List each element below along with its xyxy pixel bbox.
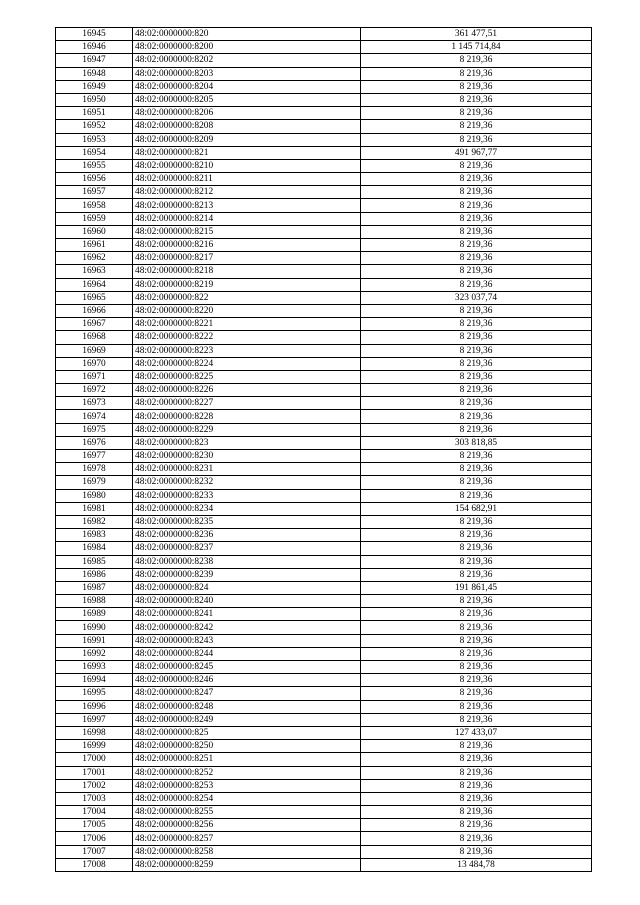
value-cell: 8 219,36 xyxy=(361,410,592,423)
table-row xyxy=(56,476,592,489)
table-row xyxy=(56,304,592,317)
cadastral-number-cell: 48:02:0000000:8208 xyxy=(133,120,361,133)
table-row xyxy=(56,344,592,357)
cadastral-number-cell: 48:02:0000000:8254 xyxy=(133,792,361,805)
table-row xyxy=(56,542,592,555)
table-row xyxy=(56,740,592,753)
value-cell: 8 219,36 xyxy=(361,647,592,660)
row-number-cell: 16998 xyxy=(56,726,133,739)
value-cell: 8 219,36 xyxy=(361,753,592,766)
cadastral-number-cell: 48:02:0000000:8211 xyxy=(133,173,361,186)
row-number-cell: 16966 xyxy=(56,304,133,317)
row-number-cell: 16959 xyxy=(56,212,133,225)
row-number-cell: 16990 xyxy=(56,621,133,634)
value-cell: 8 219,36 xyxy=(361,661,592,674)
row-number-cell: 16969 xyxy=(56,344,133,357)
table-row xyxy=(56,726,592,739)
cadastral-number-cell: 48:02:0000000:8235 xyxy=(133,515,361,528)
value-cell: 8 219,36 xyxy=(361,595,592,608)
value-cell: 8 219,36 xyxy=(361,93,592,106)
table-row xyxy=(56,858,592,871)
row-number-cell: 16984 xyxy=(56,542,133,555)
cadastral-number-cell: 48:02:0000000:8232 xyxy=(133,476,361,489)
cadastral-number-cell: 48:02:0000000:8220 xyxy=(133,304,361,317)
table-row xyxy=(56,67,592,80)
table-row xyxy=(56,41,592,54)
value-cell: 8 219,36 xyxy=(361,832,592,845)
table-row xyxy=(56,661,592,674)
cadastral-number-cell: 48:02:0000000:8248 xyxy=(133,700,361,713)
row-number-cell: 16983 xyxy=(56,529,133,542)
value-cell: 8 219,36 xyxy=(361,608,592,621)
row-number-cell: 16993 xyxy=(56,661,133,674)
cadastral-number-cell: 48:02:0000000:8200 xyxy=(133,41,361,54)
table-row xyxy=(56,357,592,370)
cadastral-number-cell: 48:02:0000000:8231 xyxy=(133,463,361,476)
cadastral-number-cell: 48:02:0000000:8255 xyxy=(133,806,361,819)
table-row xyxy=(56,845,592,858)
value-cell: 8 219,36 xyxy=(361,806,592,819)
value-cell: 8 219,36 xyxy=(361,54,592,67)
value-cell: 8 219,36 xyxy=(361,792,592,805)
value-cell: 8 219,36 xyxy=(361,555,592,568)
value-cell: 8 219,36 xyxy=(361,542,592,555)
row-number-cell: 16955 xyxy=(56,159,133,172)
row-number-cell: 16954 xyxy=(56,146,133,159)
value-cell: 8 219,36 xyxy=(361,384,592,397)
value-cell: 8 219,36 xyxy=(361,265,592,278)
cadastral-number-cell: 48:02:0000000:8226 xyxy=(133,384,361,397)
table-row xyxy=(56,595,592,608)
value-cell: 8 219,36 xyxy=(361,845,592,858)
cadastral-number-cell: 48:02:0000000:8205 xyxy=(133,93,361,106)
cadastral-number-cell: 48:02:0000000:8259 xyxy=(133,858,361,871)
cadastral-number-cell: 48:02:0000000:8225 xyxy=(133,370,361,383)
table-row xyxy=(56,80,592,93)
value-cell: 8 219,36 xyxy=(361,331,592,344)
value-cell: 8 219,36 xyxy=(361,397,592,410)
table-row xyxy=(56,674,592,687)
cadastral-number-cell: 48:02:0000000:8258 xyxy=(133,845,361,858)
table-row xyxy=(56,146,592,159)
cadastral-number-cell: 48:02:0000000:8239 xyxy=(133,568,361,581)
cadastral-number-cell: 48:02:0000000:8218 xyxy=(133,265,361,278)
value-cell: 8 219,36 xyxy=(361,199,592,212)
value-cell: 8 219,36 xyxy=(361,529,592,542)
table-row xyxy=(56,54,592,67)
table-row xyxy=(56,463,592,476)
value-cell: 1 145 714,84 xyxy=(361,41,592,54)
row-number-cell: 16989 xyxy=(56,608,133,621)
cadastral-number-cell: 48:02:0000000:8224 xyxy=(133,357,361,370)
value-cell: 8 219,36 xyxy=(361,225,592,238)
row-number-cell: 16988 xyxy=(56,595,133,608)
row-number-cell: 16987 xyxy=(56,581,133,594)
row-number-cell: 16973 xyxy=(56,397,133,410)
value-cell: 8 219,36 xyxy=(361,463,592,476)
value-cell: 361 477,51 xyxy=(361,28,592,41)
cadastral-number-cell: 48:02:0000000:8215 xyxy=(133,225,361,238)
row-number-cell: 16974 xyxy=(56,410,133,423)
value-cell: 8 219,36 xyxy=(361,344,592,357)
row-number-cell: 16971 xyxy=(56,370,133,383)
row-number-cell: 17002 xyxy=(56,779,133,792)
row-number-cell: 17001 xyxy=(56,766,133,779)
table-row xyxy=(56,792,592,805)
value-cell: 8 219,36 xyxy=(361,621,592,634)
value-cell: 8 219,36 xyxy=(361,634,592,647)
cadastral-number-cell: 48:02:0000000:8249 xyxy=(133,713,361,726)
table-row xyxy=(56,93,592,106)
value-cell: 8 219,36 xyxy=(361,186,592,199)
table-row xyxy=(56,568,592,581)
row-number-cell: 16956 xyxy=(56,173,133,186)
row-number-cell: 16980 xyxy=(56,489,133,502)
value-cell: 323 037,74 xyxy=(361,291,592,304)
cadastral-number-cell: 48:02:0000000:8216 xyxy=(133,239,361,252)
cadastral-number-cell: 48:02:0000000:820 xyxy=(133,28,361,41)
value-cell: 8 219,36 xyxy=(361,568,592,581)
value-cell: 8 219,36 xyxy=(361,120,592,133)
row-number-cell: 16949 xyxy=(56,80,133,93)
table-row xyxy=(56,647,592,660)
row-number-cell: 16997 xyxy=(56,713,133,726)
cadastral-number-cell: 48:02:0000000:8214 xyxy=(133,212,361,225)
row-number-cell: 16991 xyxy=(56,634,133,647)
cadastral-number-cell: 48:02:0000000:8223 xyxy=(133,344,361,357)
row-number-cell: 16967 xyxy=(56,318,133,331)
cadastral-number-cell: 48:02:0000000:8213 xyxy=(133,199,361,212)
cadastral-number-cell: 48:02:0000000:8251 xyxy=(133,753,361,766)
row-number-cell: 17000 xyxy=(56,753,133,766)
table-row xyxy=(56,766,592,779)
value-cell: 491 967,77 xyxy=(361,146,592,159)
row-number-cell: 16975 xyxy=(56,423,133,436)
cadastral-number-cell: 48:02:0000000:8212 xyxy=(133,186,361,199)
table-row xyxy=(56,450,592,463)
cadastral-number-cell: 48:02:0000000:8243 xyxy=(133,634,361,647)
value-cell: 8 219,36 xyxy=(361,318,592,331)
row-number-cell: 17003 xyxy=(56,792,133,805)
table-row xyxy=(56,700,592,713)
table-row xyxy=(56,753,592,766)
value-cell: 8 219,36 xyxy=(361,370,592,383)
cadastral-number-cell: 48:02:0000000:8246 xyxy=(133,674,361,687)
table-row xyxy=(56,423,592,436)
cadastral-number-cell: 48:02:0000000:822 xyxy=(133,291,361,304)
value-cell: 8 219,36 xyxy=(361,212,592,225)
value-cell: 8 219,36 xyxy=(361,159,592,172)
row-number-cell: 17005 xyxy=(56,819,133,832)
table-row xyxy=(56,120,592,133)
table-row xyxy=(56,529,592,542)
row-number-cell: 16978 xyxy=(56,463,133,476)
cadastral-number-cell: 48:02:0000000:8210 xyxy=(133,159,361,172)
row-number-cell: 16972 xyxy=(56,384,133,397)
cadastral-number-cell: 48:02:0000000:8256 xyxy=(133,819,361,832)
value-cell: 8 219,36 xyxy=(361,700,592,713)
table-row xyxy=(56,318,592,331)
value-cell: 303 818,85 xyxy=(361,436,592,449)
cadastral-number-cell: 48:02:0000000:8204 xyxy=(133,80,361,93)
row-number-cell: 16994 xyxy=(56,674,133,687)
value-cell: 8 219,36 xyxy=(361,80,592,93)
table-row xyxy=(56,819,592,832)
value-cell: 191 861,45 xyxy=(361,581,592,594)
row-number-cell: 16946 xyxy=(56,41,133,54)
table-row xyxy=(56,28,592,41)
row-number-cell: 16996 xyxy=(56,700,133,713)
table-row xyxy=(56,779,592,792)
row-number-cell: 16964 xyxy=(56,278,133,291)
cadastral-number-cell: 48:02:0000000:8221 xyxy=(133,318,361,331)
table-row xyxy=(56,331,592,344)
value-cell: 8 219,36 xyxy=(361,107,592,120)
cadastral-number-cell: 48:02:0000000:8202 xyxy=(133,54,361,67)
row-number-cell: 16958 xyxy=(56,199,133,212)
row-number-cell: 17006 xyxy=(56,832,133,845)
value-cell: 8 219,36 xyxy=(361,278,592,291)
table-row xyxy=(56,489,592,502)
table-row xyxy=(56,713,592,726)
value-cell: 8 219,36 xyxy=(361,687,592,700)
table-row xyxy=(56,502,592,515)
table-row xyxy=(56,199,592,212)
cadastral-number-cell: 48:02:0000000:8219 xyxy=(133,278,361,291)
value-cell: 8 219,36 xyxy=(361,173,592,186)
cadastral-number-cell: 48:02:0000000:8229 xyxy=(133,423,361,436)
cadastral-number-cell: 48:02:0000000:8253 xyxy=(133,779,361,792)
table-row xyxy=(56,397,592,410)
cadastral-number-cell: 48:02:0000000:8250 xyxy=(133,740,361,753)
row-number-cell: 17007 xyxy=(56,845,133,858)
row-number-cell: 16995 xyxy=(56,687,133,700)
cadastral-number-cell: 48:02:0000000:8252 xyxy=(133,766,361,779)
table-row xyxy=(56,186,592,199)
value-cell: 8 219,36 xyxy=(361,450,592,463)
cadastral-number-cell: 48:02:0000000:8222 xyxy=(133,331,361,344)
table-row xyxy=(56,806,592,819)
cadastral-number-cell: 48:02:0000000:8228 xyxy=(133,410,361,423)
cadastral-number-cell: 48:02:0000000:8241 xyxy=(133,608,361,621)
row-number-cell: 16982 xyxy=(56,515,133,528)
cadastral-number-cell: 48:02:0000000:8227 xyxy=(133,397,361,410)
table-row xyxy=(56,608,592,621)
cadastral-number-cell: 48:02:0000000:8237 xyxy=(133,542,361,555)
row-number-cell: 16952 xyxy=(56,120,133,133)
value-cell: 8 219,36 xyxy=(361,304,592,317)
table-row xyxy=(56,107,592,120)
value-cell: 8 219,36 xyxy=(361,133,592,146)
row-number-cell: 16968 xyxy=(56,331,133,344)
cadastral-value-table xyxy=(55,27,592,872)
row-number-cell: 16962 xyxy=(56,252,133,265)
value-cell: 8 219,36 xyxy=(361,674,592,687)
row-number-cell: 16948 xyxy=(56,67,133,80)
row-number-cell: 16979 xyxy=(56,476,133,489)
value-cell: 8 219,36 xyxy=(361,239,592,252)
cadastral-number-cell: 48:02:0000000:8233 xyxy=(133,489,361,502)
table-row xyxy=(56,278,592,291)
row-number-cell: 16945 xyxy=(56,28,133,41)
value-cell: 8 219,36 xyxy=(361,252,592,265)
row-number-cell: 16953 xyxy=(56,133,133,146)
row-number-cell: 16981 xyxy=(56,502,133,515)
value-cell: 8 219,36 xyxy=(361,766,592,779)
table-row xyxy=(56,265,592,278)
value-cell: 154 682,91 xyxy=(361,502,592,515)
value-cell: 127 433,07 xyxy=(361,726,592,739)
table-row xyxy=(56,252,592,265)
table-row xyxy=(56,410,592,423)
value-cell: 8 219,36 xyxy=(361,713,592,726)
value-cell: 8 219,36 xyxy=(361,740,592,753)
cadastral-number-cell: 48:02:0000000:824 xyxy=(133,581,361,594)
cadastral-number-cell: 48:02:0000000:8247 xyxy=(133,687,361,700)
cadastral-number-cell: 48:02:0000000:8206 xyxy=(133,107,361,120)
cadastral-number-cell: 48:02:0000000:821 xyxy=(133,146,361,159)
table-row xyxy=(56,634,592,647)
row-number-cell: 16992 xyxy=(56,647,133,660)
row-number-cell: 17008 xyxy=(56,858,133,871)
row-number-cell: 16961 xyxy=(56,239,133,252)
value-cell: 8 219,36 xyxy=(361,819,592,832)
row-number-cell: 17004 xyxy=(56,806,133,819)
cadastral-number-cell: 48:02:0000000:8203 xyxy=(133,67,361,80)
row-number-cell: 16977 xyxy=(56,450,133,463)
row-number-cell: 16963 xyxy=(56,265,133,278)
value-cell: 8 219,36 xyxy=(361,67,592,80)
cadastral-number-cell: 48:02:0000000:8236 xyxy=(133,529,361,542)
cadastral-number-cell: 48:02:0000000:8217 xyxy=(133,252,361,265)
table-body xyxy=(56,28,592,872)
table-row xyxy=(56,581,592,594)
table-row xyxy=(56,173,592,186)
row-number-cell: 16947 xyxy=(56,54,133,67)
table-row xyxy=(56,555,592,568)
cadastral-number-cell: 48:02:0000000:8245 xyxy=(133,661,361,674)
table-row xyxy=(56,212,592,225)
table-row xyxy=(56,133,592,146)
row-number-cell: 16999 xyxy=(56,740,133,753)
value-cell: 8 219,36 xyxy=(361,476,592,489)
row-number-cell: 16950 xyxy=(56,93,133,106)
table-row xyxy=(56,832,592,845)
value-cell: 8 219,36 xyxy=(361,357,592,370)
table-row xyxy=(56,239,592,252)
row-number-cell: 16986 xyxy=(56,568,133,581)
table-row xyxy=(56,159,592,172)
cadastral-number-cell: 48:02:0000000:825 xyxy=(133,726,361,739)
value-cell: 8 219,36 xyxy=(361,423,592,436)
table-row xyxy=(56,436,592,449)
cadastral-number-cell: 48:02:0000000:8209 xyxy=(133,133,361,146)
cadastral-number-cell: 48:02:0000000:8244 xyxy=(133,647,361,660)
cadastral-number-cell: 48:02:0000000:823 xyxy=(133,436,361,449)
cadastral-number-cell: 48:02:0000000:8238 xyxy=(133,555,361,568)
table-row xyxy=(56,687,592,700)
row-number-cell: 16951 xyxy=(56,107,133,120)
value-cell: 8 219,36 xyxy=(361,515,592,528)
row-number-cell: 16985 xyxy=(56,555,133,568)
cadastral-number-cell: 48:02:0000000:8257 xyxy=(133,832,361,845)
row-number-cell: 16976 xyxy=(56,436,133,449)
row-number-cell: 16965 xyxy=(56,291,133,304)
cadastral-number-cell: 48:02:0000000:8234 xyxy=(133,502,361,515)
cadastral-number-cell: 48:02:0000000:8240 xyxy=(133,595,361,608)
table-row xyxy=(56,225,592,238)
value-cell: 8 219,36 xyxy=(361,489,592,502)
table-row xyxy=(56,370,592,383)
table-row xyxy=(56,384,592,397)
table-row xyxy=(56,621,592,634)
table-row xyxy=(56,291,592,304)
value-cell: 13 484,78 xyxy=(361,858,592,871)
row-number-cell: 16960 xyxy=(56,225,133,238)
row-number-cell: 16970 xyxy=(56,357,133,370)
cadastral-number-cell: 48:02:0000000:8242 xyxy=(133,621,361,634)
value-cell: 8 219,36 xyxy=(361,779,592,792)
row-number-cell: 16957 xyxy=(56,186,133,199)
cadastral-number-cell: 48:02:0000000:8230 xyxy=(133,450,361,463)
table-row xyxy=(56,515,592,528)
